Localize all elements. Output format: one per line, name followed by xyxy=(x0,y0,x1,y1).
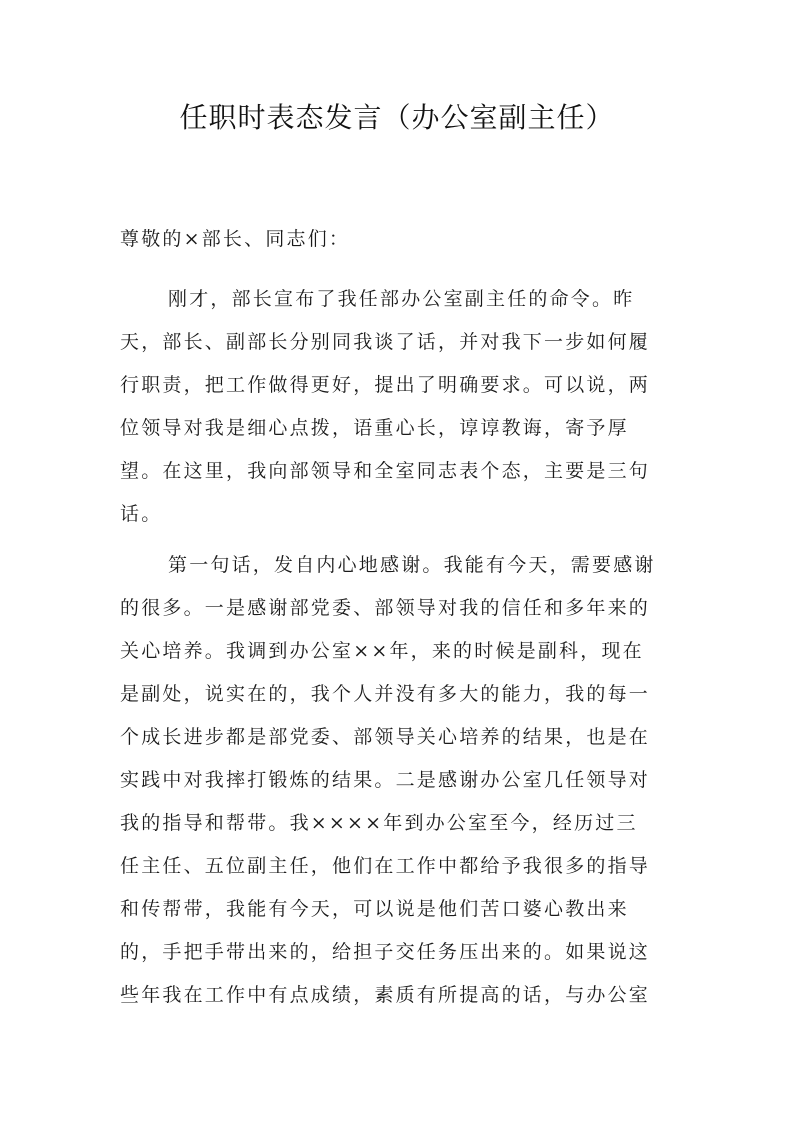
paragraph-2 xyxy=(120,544,660,1017)
paragraph-line: 和传帮带，我能有今天，可以说是他们苦口婆心教出来 xyxy=(120,898,629,920)
paragraph-line: 个成长进步都是部党委、部领导关心培养的结果，也是在 xyxy=(120,726,651,748)
paragraph-line: 话。 xyxy=(120,503,163,525)
paragraph-line: 位领导对我是细心点拨，语重心长，谆谆教诲，寄予厚 xyxy=(120,417,629,439)
paragraph-line: 天，部长、副部长分别同我谈了话，并对我下一步如何履 xyxy=(120,331,651,353)
paragraph-line: 任主任、五位副主任，他们在工作中都给予我很多的指导 xyxy=(120,855,651,877)
paragraph-line: 是副处，说实在的，我个人并没有多大的能力，我的每一 xyxy=(120,683,651,705)
paragraph-line: 我的指导和帮带。我××××年到办公室至今，经历过三 xyxy=(120,812,638,834)
salutation xyxy=(120,218,660,261)
paragraph-1 xyxy=(120,278,660,536)
salutation-line: 尊敬的×部长、同志们： xyxy=(120,228,351,250)
paragraph-line: 实践中对我摔打锻炼的结果。二是感谢办公室几任领导对 xyxy=(120,769,651,791)
paragraph-line: 的很多。一是感谢部党委、部领导对我的信任和多年来的 xyxy=(120,597,651,619)
paragraph-line: 望。在这里，我向部领导和全室同志表个态，主要是三句 xyxy=(120,460,651,482)
paragraph-line: 的，手把手带出来的，给担子交任务压出来的。如果说这 xyxy=(120,941,651,963)
paragraph-line: 第一句话，发自内心地感谢。我能有今天，需要感谢 xyxy=(168,554,656,576)
paragraph-line: 些年我在工作中有点成绩，素质有所提高的话，与办公室 xyxy=(120,984,651,1006)
paragraph-line: 行职责，把工作做得更好，提出了明确要求。可以说，两 xyxy=(120,374,651,396)
document-title: 任职时表态发言（办公室副主任） xyxy=(179,101,615,134)
paragraph-line: 刚才，部长宣布了我任部办公室副主任的命令。昨 xyxy=(168,288,635,310)
paragraph-line: 关心培养。我调到办公室××年，来的时候是副科，现在 xyxy=(120,640,644,662)
